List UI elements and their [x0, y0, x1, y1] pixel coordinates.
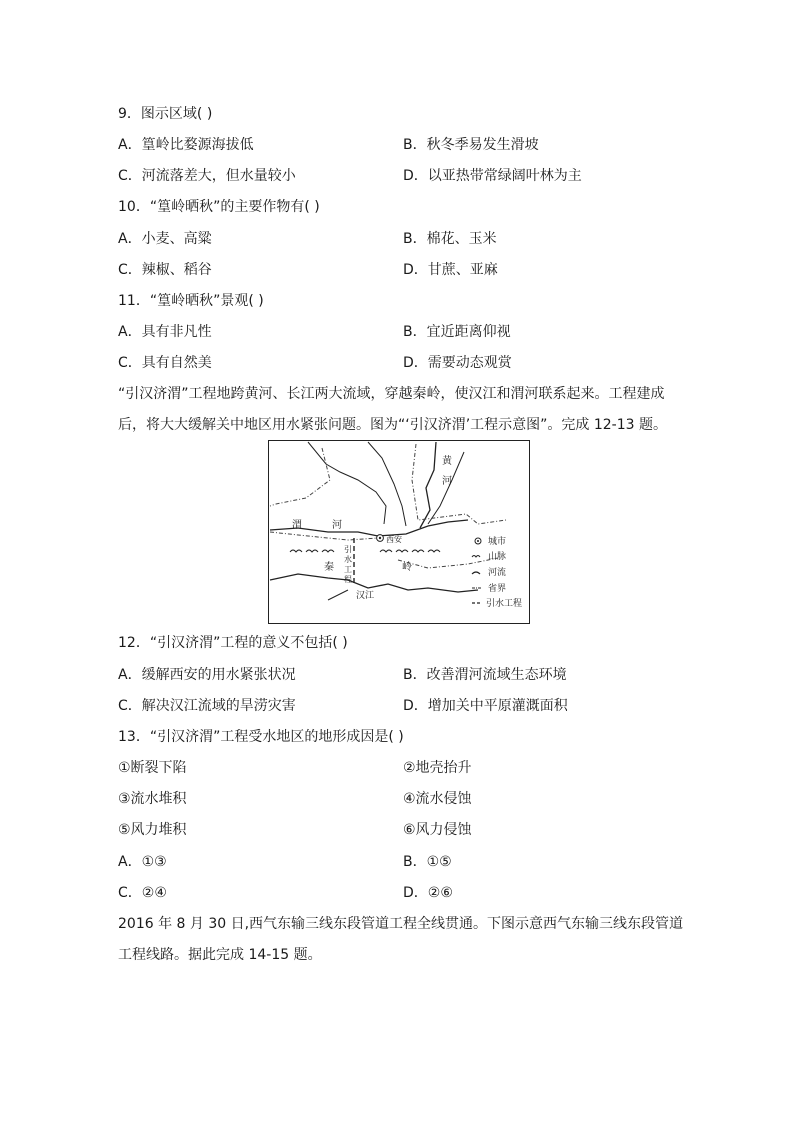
question-12-stem: 12．“引汉济渭”工程的意义不包括( ): [118, 635, 348, 651]
question-10-stem: 10．“篁岭晒秋”的主要作物有( ): [118, 199, 320, 215]
question-9-option-d: D．以亚热带常绿阔叶林为主: [403, 168, 582, 184]
map-label-huang: 黄: [442, 456, 452, 467]
question-12-option-d: D．增加关中平原灌溉面积: [403, 698, 568, 714]
map-frame: [269, 441, 530, 624]
map-label-wei: 渭: [292, 520, 302, 531]
question-10-option-a: A．小麦、高粱: [118, 231, 212, 247]
map-label-project-4: 程: [344, 575, 352, 584]
map-label-xian: 西安: [386, 535, 402, 544]
question-10-option-b: B．棉花、玉米: [403, 231, 497, 247]
question-13-option-b: B．①⑤: [403, 854, 452, 870]
question-10-option-d: D．甘蔗、亚麻: [403, 262, 498, 278]
legend-river: 河流: [488, 568, 507, 578]
passage-1-line-2: 后，将大大缓解关中地区用水紧张问题。图为“‘引汉济渭’工程示意图”。完成 12-13 题。: [118, 417, 667, 433]
question-13-option-c: C．②④: [118, 885, 167, 901]
map-label-hanjiang: 汉江: [356, 591, 375, 601]
question-9-option-b: B．秋冬季易发生滑坡: [403, 137, 539, 153]
question-12-option-c: C．解决汉江流域的旱涝灾害: [118, 698, 296, 714]
map-label-he: 河: [442, 476, 452, 487]
question-13-option-a: A．①③: [118, 854, 167, 870]
question-10-option-c: C．辣椒、稻谷: [118, 262, 212, 278]
question-11-option-a: A．具有非凡性: [118, 324, 212, 340]
question-13-item-3: ③流水堆积: [118, 791, 187, 807]
map-label-project-2: 水: [344, 555, 352, 564]
question-11-option-c: C．具有自然美: [118, 355, 212, 371]
passage-2-line-1: 2016 年 8 月 30 日,西气东输三线东段管道工程全线贯通。下图示意西气东输三线东段管道: [118, 916, 684, 932]
question-13-item-2: ②地壳抬升: [403, 760, 472, 776]
legend-city: 城市: [488, 537, 507, 547]
question-13-item-5: ⑤风力堆积: [118, 822, 187, 838]
question-13-stem: 13．“引汉济渭”工程受水地区的地形成因是( ): [118, 729, 404, 745]
map-label-ling: 岭: [402, 562, 412, 573]
question-12-option-b: B．改善渭河流域生态环境: [403, 667, 567, 683]
map-label-project-3: 工: [344, 565, 352, 574]
legend-project: 引水工程: [486, 599, 523, 609]
question-11-option-d: D．需要动态观赏: [403, 355, 512, 371]
question-11-stem: 11．“篁岭晒秋”景观( ): [118, 293, 264, 309]
map-label-he-2: 河: [332, 520, 342, 531]
question-11-option-b: B．宜近距离仰视: [403, 324, 511, 340]
passage-1-line-1: “引汉济渭”工程地跨黄河、长江两大流域，穿越秦岭，使汉江和渭河联系起来。工程建成: [118, 386, 665, 402]
question-13-option-d: D．②⑥: [403, 885, 453, 901]
question-9-option-a: A．篁岭比婺源海拔低: [118, 137, 254, 153]
yinhan-jiwei-map: [268, 440, 530, 624]
question-13-item-4: ④流水侵蚀: [403, 791, 472, 807]
legend-mountain: 山脉: [488, 552, 507, 562]
map-label-qin: 秦: [324, 562, 334, 573]
map-label-project-1: 引: [344, 545, 352, 554]
passage-2-line-2: 工程线路。据此完成 14-15 题。: [118, 947, 322, 963]
question-12-option-a: A．缓解西安的用水紧张状况: [118, 667, 296, 683]
legend-border: 省界: [488, 584, 507, 594]
question-9-option-c: C．河流落差大，但水量较小: [118, 168, 296, 184]
question-13-item-6: ⑥风力侵蚀: [403, 822, 472, 838]
question-9-stem: 9．图示区域( ): [118, 106, 213, 122]
question-13-item-1: ①断裂下陷: [118, 760, 187, 776]
